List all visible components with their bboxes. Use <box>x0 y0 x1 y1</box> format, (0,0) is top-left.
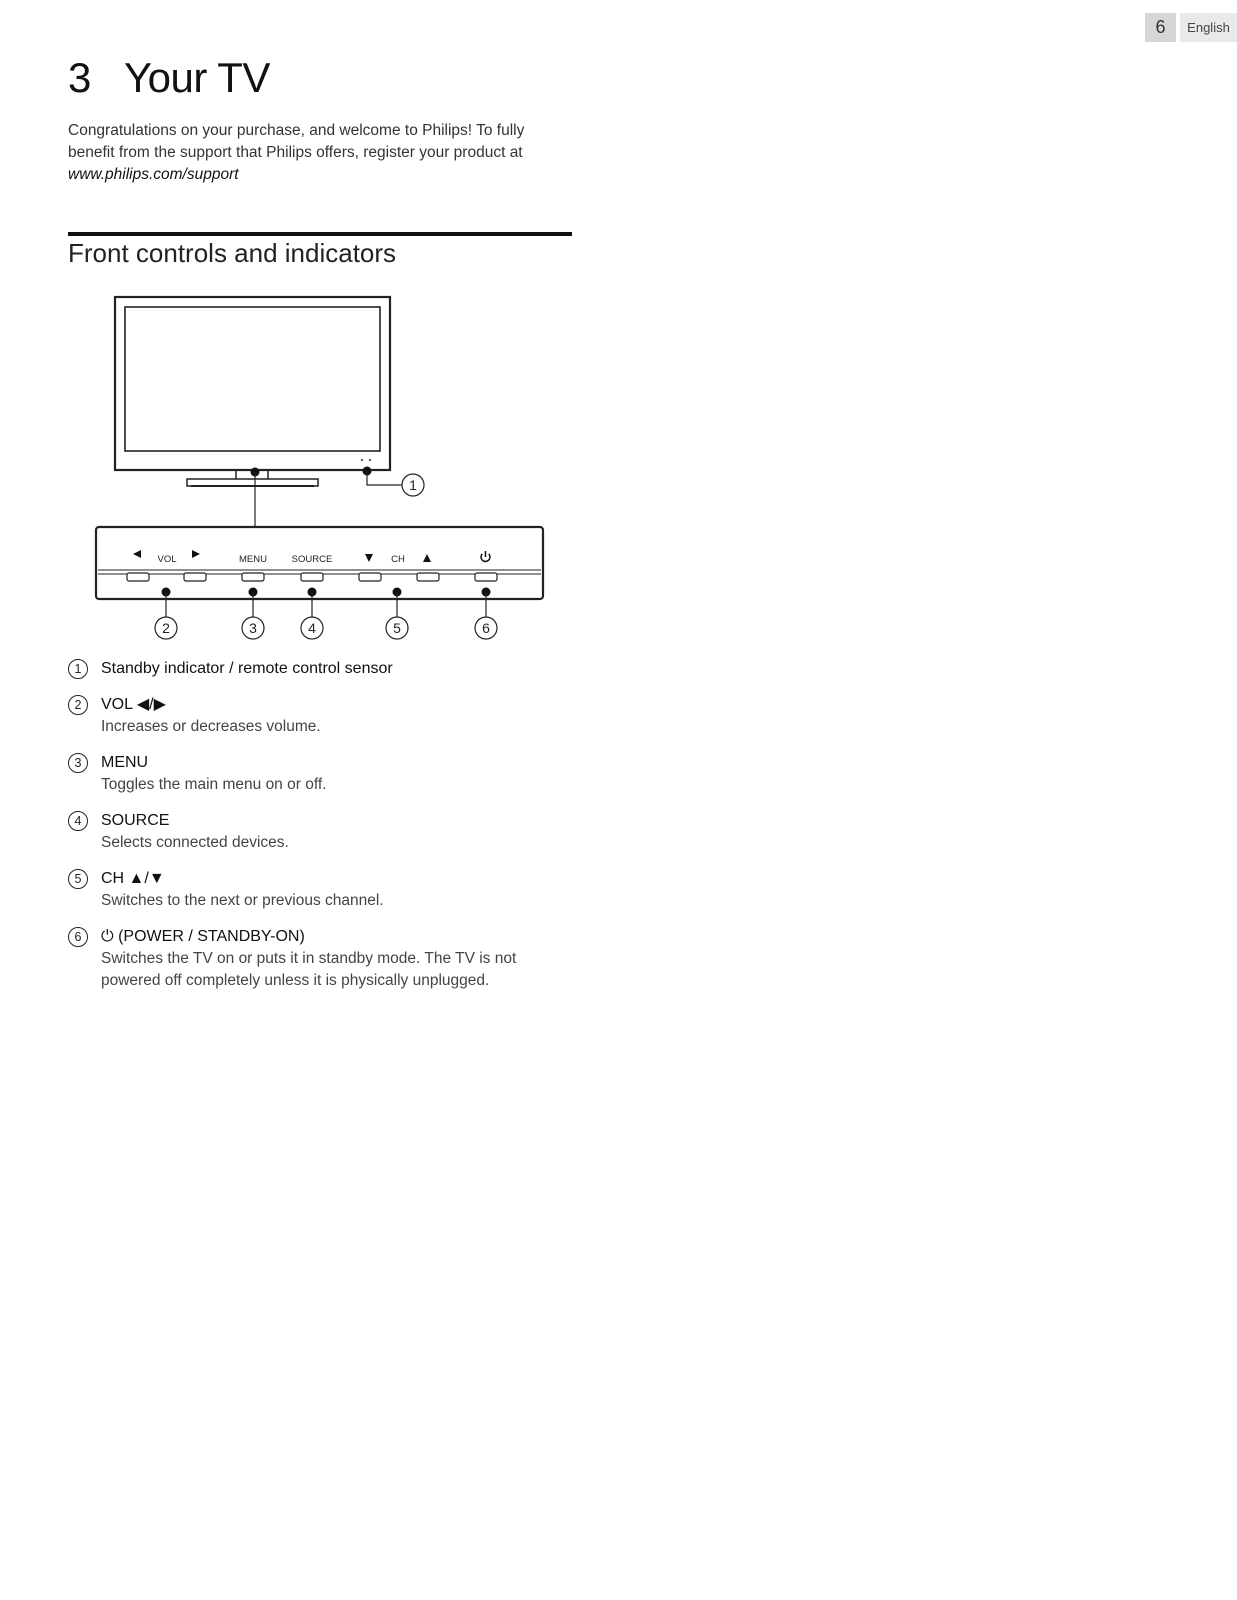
panel-label-menu: MENU <box>239 554 267 565</box>
list-item <box>68 810 568 854</box>
list-item <box>68 926 568 992</box>
chapter-number: 3 <box>68 54 91 101</box>
ch-down-icon <box>365 554 373 562</box>
item-number: 3 <box>68 753 88 773</box>
item-title: CH ▲/▼ <box>101 870 165 887</box>
panel-label-vol: VOL <box>157 554 177 565</box>
vol-left-icon <box>133 550 141 558</box>
item-title: Standby indicator / remote control sensor <box>101 660 393 677</box>
list-item <box>68 658 568 680</box>
tv-stand <box>187 479 318 486</box>
ch-up-button <box>417 573 439 581</box>
list-item <box>68 868 568 912</box>
vol-right-button <box>184 573 206 581</box>
intro-text: Congratulations on your purchase, and welcome to Philips! To fully benefit from the support that Philips offers, register your product at <box>68 122 525 161</box>
source-button <box>301 573 323 581</box>
callout-6: 6 <box>482 620 490 636</box>
page-number: 6 <box>1145 13 1176 42</box>
item-description: Selects connected devices. <box>101 834 289 851</box>
support-link[interactable]: www.philips.com/support <box>68 166 239 183</box>
item-number: 2 <box>68 695 88 715</box>
menu-button <box>242 573 264 581</box>
chapter-heading <box>68 54 270 102</box>
tv-screen <box>125 307 380 451</box>
item-number: 1 <box>68 659 88 679</box>
panel-label-ch: CH <box>391 554 405 565</box>
power-icon <box>481 551 490 561</box>
list-item <box>68 694 568 738</box>
power-button <box>475 573 497 581</box>
vol-right-icon <box>192 550 200 558</box>
callout-2: 2 <box>162 620 170 636</box>
callout-4: 4 <box>308 620 316 636</box>
item-title: SOURCE <box>101 812 170 829</box>
item-description: Switches to the next or previous channel. <box>101 892 384 909</box>
item-number: 4 <box>68 811 88 831</box>
list-item <box>68 752 568 796</box>
item-title: MENU <box>101 754 149 771</box>
item-title: VOL ◀/▶ <box>101 696 166 713</box>
callout-5: 5 <box>393 620 401 636</box>
item-description: Switches the TV on or puts it in standby mode. The TV is not powered off completely unless it is physically unplugged. <box>101 950 517 989</box>
item-number: 6 <box>68 927 88 947</box>
tv-frame <box>115 297 390 470</box>
item-description: Increases or decreases volume. <box>101 718 321 735</box>
intro-paragraph <box>68 120 558 186</box>
item-title: ⏻ (POWER / STANDBY-ON) <box>101 928 305 945</box>
section-rule <box>68 232 572 236</box>
item-description: Toggles the main menu on or off. <box>101 776 327 793</box>
chapter-title: Your TV <box>124 54 270 101</box>
callout-3: 3 <box>249 620 257 636</box>
item-number: 5 <box>68 869 88 889</box>
controls-list <box>68 658 568 992</box>
callout-1: 1 <box>409 477 417 493</box>
page-tab <box>1145 13 1237 42</box>
panel-label-source: SOURCE <box>291 554 333 565</box>
vol-left-button <box>127 573 149 581</box>
tv-controls-diagram <box>60 285 560 655</box>
language-tab: English <box>1180 13 1237 42</box>
ch-up-icon <box>423 554 431 562</box>
ch-down-button <box>359 573 381 581</box>
section-title: Front controls and indicators <box>68 238 397 268</box>
